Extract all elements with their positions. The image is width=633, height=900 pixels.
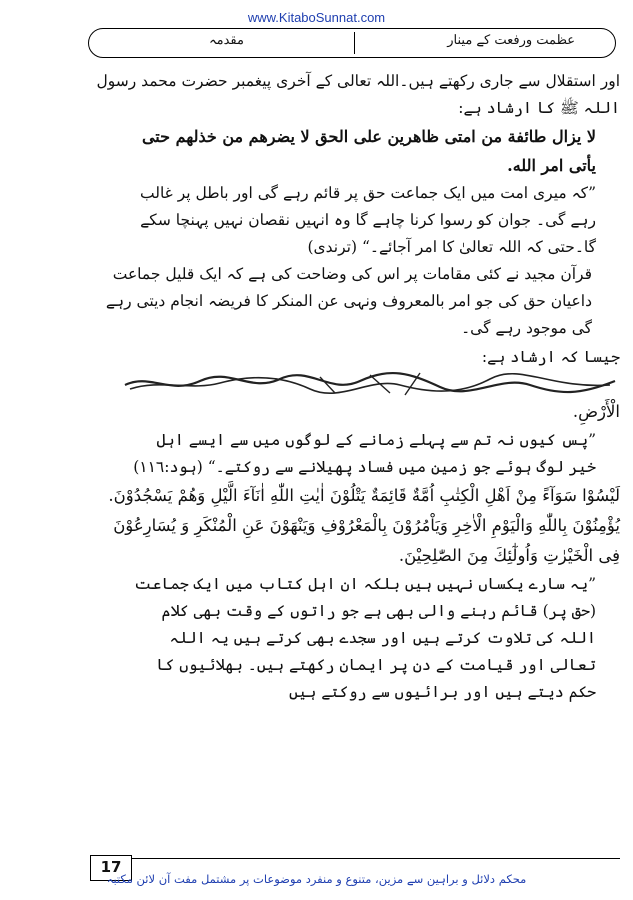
scribble-mark: [120, 371, 620, 397]
book-title: عظمت ورفعت کے مینار: [447, 33, 575, 48]
header-divider: [354, 32, 355, 54]
verse-intro: جیسا کہ ارشاد ہے:: [481, 348, 620, 366]
footer-rule: [132, 858, 620, 859]
verse-ending: الْأَرْضِ.: [572, 402, 620, 421]
page-body: [92, 68, 620, 706]
site-url[interactable]: www.KitaboSunnat.com: [247, 10, 386, 25]
verse-translation: ”یہ سارے یکساں نہیں ہیں بلکہ ان اہل کتاب میں ایک جماعت (حق پر) قائم رہنے والی بھی ہے جو راتوں کے وقت بھی کلام اللہ کی تلاوت کرتے ہیں اور سجدے بھی کرتے ہیں یہ اللہ تعالی اور قیامت کے دن پر ایمان رکھتے ہیں۔ بھلائیوں کا حکم دیتے ہیں اور برائیوں سے روکتے ہیں: [134, 575, 596, 701]
scribbled-verse-line: [92, 371, 620, 397]
hadith-arabic: لا يزال طائفة من امتى ظاهرين على الحق لا يضرهم من خذلهم حتى يأتى امر الله.: [141, 127, 596, 175]
page-number: 17: [90, 855, 132, 881]
chapter-title: مقدمہ: [209, 33, 244, 48]
verse-translation: ”پس کیوں نہ تم سے پہلے زمانے کے لوگوں میں سے ایسے اہل خیر لوگ ہوئے جو زمین میں فساد پھیلانے سے روکتے۔“ (ہود:١١٦): [133, 431, 596, 476]
body-line: اور استقلال سے جاری رکھتے ہیں۔اللہ تعالی کے آخری پیغمبر حضرت محمد رسول: [96, 72, 620, 90]
quran-verse: لَيْسُوْا سَوَآءً مِنْ اَهْلِ الْكِتٰبِ اُمَّةٌ قَائِمَةٌ يَتْلُوْنَ اٰيٰتِ اللّٰهِ اٰنَآءَ الَّيْلِ وَهُمْ يَسْجُدُوْنَ. يُؤْمِنُوْنَ بِاللّٰهِ وَالْيَوْمِ الْاٰخِرِ وَيَاْمُرُوْنَ بِالْمَعْرُوْفِ وَيَنْهَوْنَ عَنِ الْمُنْكَرِ وَ يُسَارِعُوْنَ فِى الْخَيْرٰتِ وَاُولٰٓئِكَ مِنَ الصّٰلِحِيْنَ.: [108, 486, 620, 565]
hadith-translation: ”کہ میری امت میں ایک جماعت حق پر قائم رہے گی اور باطل پر غالب رہے گی۔ جوان کو رسوا کرنا چاہے گا وہ انہیں نقصان نہیں پہنچا سکے گا۔حتی کہ اللہ تعالیٰ کا امر آجائے۔“ (ترندی): [140, 184, 596, 256]
footer-tagline[interactable]: محکم دلائل و براہین سے مزین، متنوع و منفرد موضوعات پر مشتمل مفت آن لائن مکتبہ: [106, 872, 527, 886]
running-header: [88, 28, 616, 58]
paragraph: قرآن مجید نے کئی مقامات پر اس کی وضاحت کی ہے کہ ایک قلیل جماعت داعیان حق کی جو امر بالمعروف ونہی عن المنکر کا فریضہ انجام دیتی رہے گی موجود رہے گی۔: [105, 265, 592, 337]
body-line: اللہ ﷺ کا ارشاد ہے:: [458, 99, 620, 117]
